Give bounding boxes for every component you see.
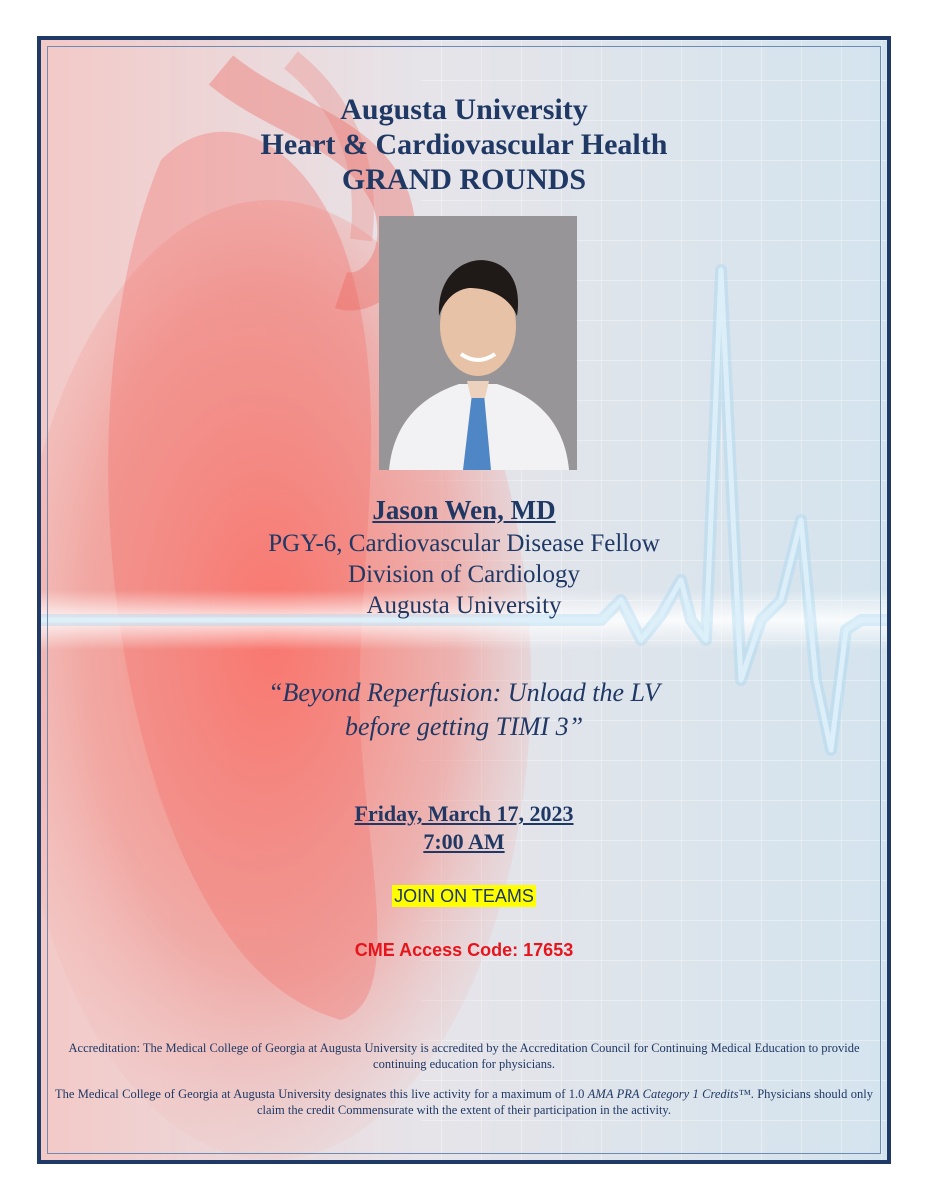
designation-credits: AMA PRA Category 1 Credits™ (587, 1087, 751, 1101)
flyer (37, 36, 891, 1164)
speaker-photo (379, 216, 577, 470)
talk-title (41, 676, 887, 744)
cme-access-code: CME Access Code: 17653 (354, 940, 574, 960)
designation-text-pre: The Medical College of Georgia at Augusta University designates this live activity for a maximum of 1.0 (55, 1087, 588, 1101)
university-name: Augusta University (340, 93, 588, 126)
designation-statement (55, 1086, 873, 1118)
teams-link-row (41, 886, 887, 907)
speaker-division: Division of Cardiology (348, 561, 580, 588)
talk-title-line1: “Beyond Reperfusion: Unload the LV (268, 678, 660, 707)
designation-text-post: . Physicians should only claim the credit Commensurate with the extent of their participation in the activity. (257, 1087, 873, 1117)
event-date: Friday, March 17, 2023 (354, 801, 574, 826)
speaker-name: Jason Wen, MD (372, 495, 556, 525)
speaker-position: PGY-6, Cardiovascular Disease Fellow (268, 530, 660, 557)
speaker-institution: Augusta University (366, 592, 562, 619)
join-teams-link[interactable]: JOIN ON TEAMS (394, 886, 534, 906)
talk-title-line2: before getting TIMI 3” (344, 712, 584, 741)
event-heading (41, 92, 887, 197)
event-time: 7:00 AM (423, 829, 505, 854)
grand-rounds-title: GRAND ROUNDS (341, 163, 587, 196)
department-name: Heart & Cardiovascular Health (260, 128, 668, 161)
event-datetime (41, 800, 887, 856)
accreditation-statement: Accreditation: The Medical College of Georgia at Augusta University is accredited by the Accreditation Council for Continuing Medical Education to provide continuing education for physicians. (68, 1041, 860, 1071)
